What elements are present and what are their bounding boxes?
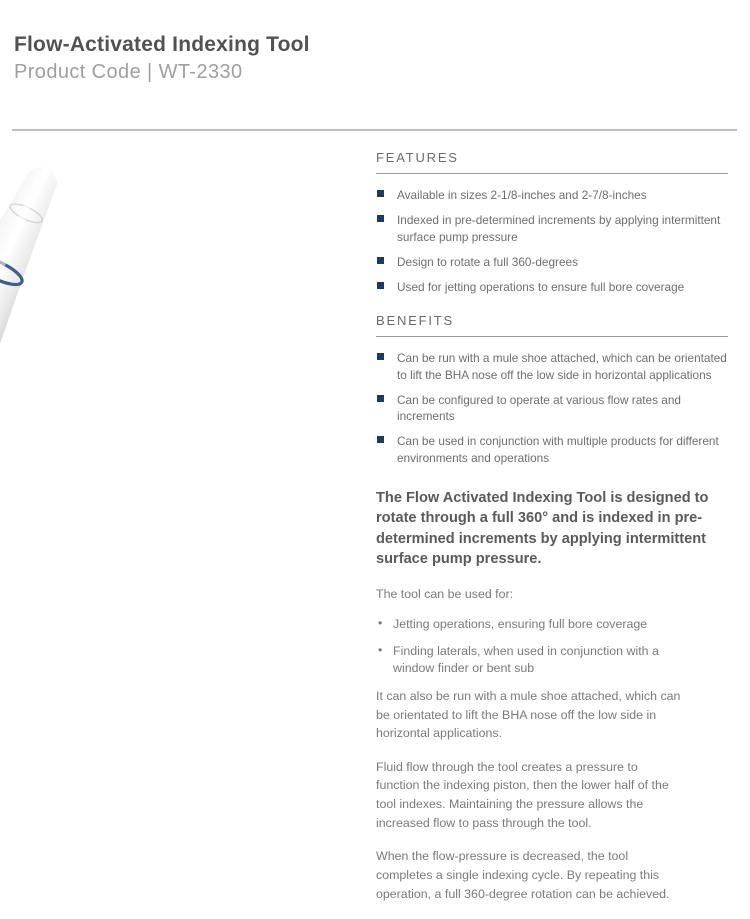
- description-paragraphs: [376, 687, 728, 903]
- tool-group: [0, 143, 100, 762]
- benefit-item: [376, 350, 728, 383]
- description-paragraph: When the flow-pressure is decreased, the tool completes a single indexing cycle. By repeating this operation, a full 360-degree rotation can be achieved.: [376, 849, 670, 901]
- header-divider: [12, 129, 737, 131]
- page-header: [14, 33, 310, 84]
- intro-paragraph: The Flow Activated Indexing Tool is designed to rotate through a full 360° and is indexed in pre-determined increments by applying intermittent surface pump pressure.: [376, 489, 709, 568]
- use-item: [376, 643, 688, 678]
- round-bullet-icon: •: [378, 642, 383, 657]
- indexing-tool-illustration: [0, 140, 370, 914]
- feature-item-text: Indexed in pre-determined increments by applying intermittent surface pump pressure: [397, 213, 721, 244]
- square-bullet-icon: [377, 353, 384, 360]
- feature-item: [376, 187, 728, 203]
- benefits-list: [376, 350, 728, 466]
- use-item-text: Finding laterals, when used in conjunction with a window finder or bent sub: [393, 643, 659, 676]
- uses-label: The tool can be used for:: [376, 586, 514, 601]
- description-paragraph: It can also be run with a mule shoe attached, which can be orientated to lift the BHA nose off the low side in horizontal applications.: [376, 689, 681, 741]
- round-bullet-icon: •: [378, 616, 383, 631]
- square-bullet-icon: [377, 282, 384, 289]
- square-bullet-icon: [377, 190, 384, 197]
- page-title: Flow-Activated Indexing Tool: [14, 33, 310, 56]
- product-photo: [0, 140, 370, 914]
- benefit-item: [376, 433, 728, 466]
- features-heading: FEATURES: [376, 150, 728, 174]
- feature-item-text: Used for jetting operations to ensure full bore coverage: [397, 280, 685, 295]
- product-code: Product Code | WT-2330: [14, 61, 243, 83]
- square-bullet-icon: [377, 436, 384, 443]
- feature-item: [376, 212, 728, 245]
- benefits-heading: BENEFITS: [376, 313, 728, 337]
- feature-item: [376, 254, 728, 270]
- benefit-item-text: Can be configured to operate at various flow rates and increments: [397, 392, 681, 424]
- feature-item: [376, 279, 728, 295]
- square-bullet-icon: [377, 257, 384, 264]
- description-paragraph: Fluid flow through the tool creates a pressure to function the indexing piston, then the lower half of the tool indexes. Maintaining the pressure allows the increased flow to pass through the tool.: [376, 759, 669, 830]
- benefit-item-text: Can be run with a mule shoe attached, which can be orientated to lift the BHA nose off the low side in horizontal applications: [397, 351, 727, 382]
- square-bullet-icon: [377, 395, 384, 402]
- benefit-item-text: Can be used in conjunction with multiple products for different environments and operations: [397, 434, 719, 465]
- feature-item-text: Available in sizes 2-1/8-inches and 2-7/8-inches: [397, 188, 647, 202]
- square-bullet-icon: [377, 215, 384, 222]
- tool-shaft: [0, 149, 87, 503]
- use-item: [376, 616, 688, 634]
- use-item-text: Jetting operations, ensuring full bore coverage: [393, 617, 648, 632]
- uses-list: [376, 616, 688, 678]
- feature-item-text: Design to rotate a full 360-degrees: [397, 254, 578, 269]
- benefit-item: [376, 392, 728, 425]
- features-list: [376, 187, 728, 295]
- content-column: [376, 150, 728, 918]
